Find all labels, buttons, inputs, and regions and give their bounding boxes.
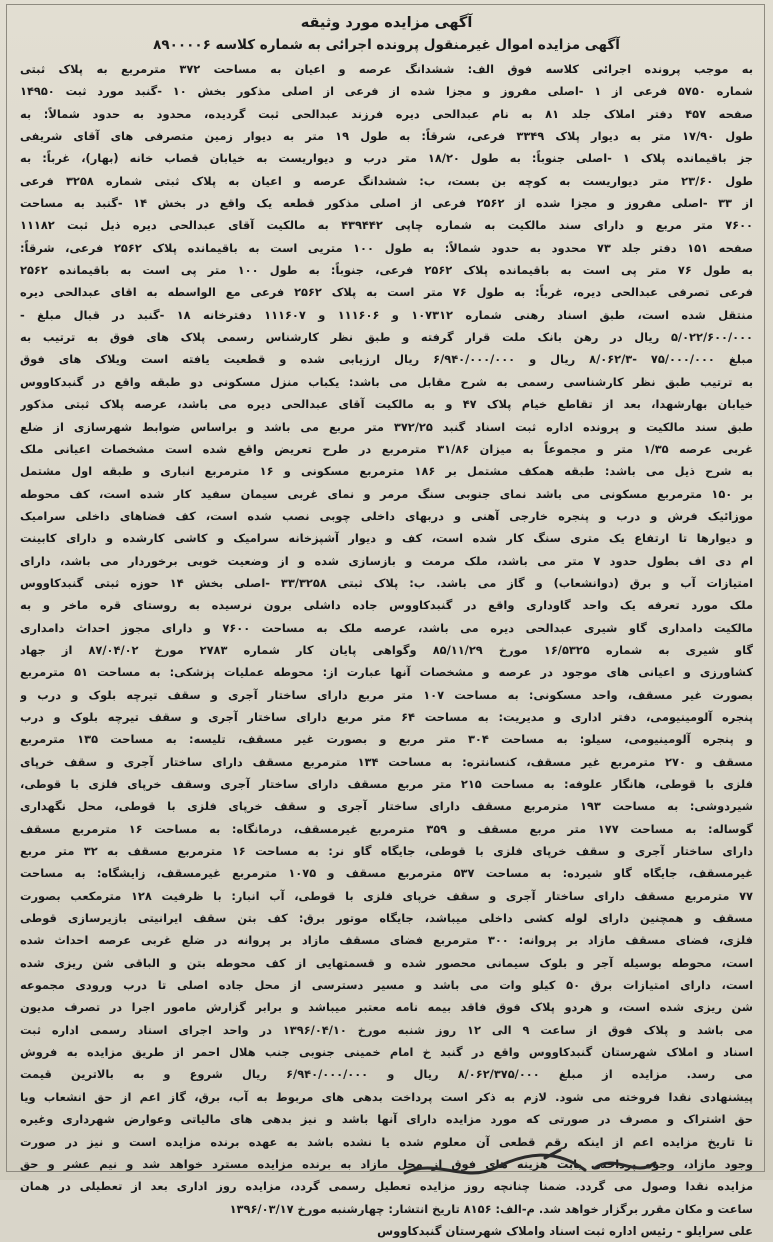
notice-line: ملک مورد تعرفه یک واحد گاوداری واقع در گنبدکاووس جاده داشلی برون نرسیده به روستای قره ماخر و به (20, 598, 753, 613)
notice-line: می باشد و پلاک فوق از ساعت ۹ الی ۱۲ روز شنبه مورخ ۱۳۹۶/۰۴/۱۰ در واحد اجرای اسناد رسمی اداره ثبت (20, 1022, 753, 1037)
notice-line: کشاورزی و اعیانی های موجود در عرصه و مشخصات آنها عبارت از: محوطه عملیات پزشکی: به مساحت ۵۱ مترمربع (20, 665, 753, 680)
notice-text (20, 58, 753, 1220)
notice-body (20, 12, 753, 1238)
notice-line: طول ۱۷/۹۰ متر به دیوار پلاک ۳۳۴۹ فرعی، شرقاً: به طول ۱۹ متر به دیوار زمین متصرفی های آقای شریفی (20, 129, 753, 144)
notice-line: مسقف و همچنین دارای لوله کشی داخلی میباشد، جایگاه موتور برق: کف بتن سقف ایرانیتی بازیرسازی قوطی (20, 911, 753, 926)
notice-line: موزائیک فرش و درب و پنجره خارجی آهنی و دربهای داخلی چوبی نصب شده است، کف فضاهای داخلی سرامیک (20, 508, 753, 523)
notice-line: است، محوطه بوسیله آجر و بلوک سیمانی محصور شده و قسمتهایی از کف محوطه بتن و الباقی شن ریزی شده (20, 955, 753, 970)
notice-line: صفحه ۱۵۱ دفتر جلد ۷۳ محدود به حدود شمالاً: به طول ۱۰۰ متریی است به باقیمانده پلاک ۲۵۶۲ فرعی، شرقاً: (20, 240, 753, 255)
notice-line: غیرمسقف، جایگاه گاو شیرده: به مساحت ۵۳۷ مترمربع مسقف و ۱۰۷۵ مترمربع غیرمسقف، زایشگاه: به مساحت (20, 866, 753, 881)
notice-line: اسناد و املاک شهرستان گنبدکاووس واقع در گنبد خ امام خمینی جنوبی جنب هلال احمر از طریق مزایده به فروش (20, 1045, 753, 1060)
notice-line: ۷۶۰۰ متر مربع و دارای سند مالکیت به شماره چاپی ۴۳۹۴۴۲ به مالکیت آقای عبدالحی دیره ذیل ثبت ۱۱۱۸۲ (20, 218, 753, 233)
notice-line: منتقل شده است، طبق اسناد رهنی شماره ۱۰۷۳۱۲ و ۱۱۱۶۰۶ و ۱۱۱۶۰۷ دفترخانه ۱۸ -گنبد در قبال مبلغ - (20, 307, 753, 322)
notice-line: خیابان بهارشهدا، بعد از تقاطع خیام پلاک ۴۷ و به مالکیت آقای عبدالحی دیره می باشد، عرصه پلاک ثبتی مذکور (20, 397, 753, 412)
notice-line: فرعی تصرفی عبدالحی دیره، غرباً: به طول ۷۶ متر است به پلاک ۲۵۶۲ فرعی مع الواسطه به اقای عبدالحی دیره (20, 285, 753, 300)
notice-line: می رسد. مزایده از مبلغ ۸/۰۶۲/۳۷۵/۰۰۰ ریال و ۶/۹۴۰/۰۰۰/۰۰۰ ریال شروع و به بالاترین قیمت (20, 1067, 753, 1082)
notice-line: بر ۱۵۰ مترمربع مسکونی می باشد نمای جنوبی سنگ مرمر و نمای غربی سیمان سفید کار شده است، کف محوطه (20, 486, 753, 501)
notice-line: شماره ۵۷۵۰ فرعی از ۱ -اصلی مفروز و مجزا شده از فرعی از اصلی مذکور بخش ۱۰ -گنبد مورد ثبت ۱۴۹۵۰ (20, 84, 753, 99)
notice-line: مسقف و ۲۷۰ مترمربع غیر مسقف، کنسانتره: به مساحت ۱۳۴ مترمربع مسقف دارای ساختار آجری و سقف خرپای (20, 754, 753, 769)
notice-line: وجود مازاد، وجوه پرداختی بابت هزینه های فوق از محل مازاد به برنده مزایده مسترد خواهد شد و نیم عشر و حق (20, 1156, 753, 1171)
notice-line: به موجب پرونده اجرائی کلاسه فوق الف: ششدانگ عرصه و اعیان به مساحت ۳۷۲ مترمربع به پلاک ثبتی (20, 62, 753, 76)
notice-line: تا تاریخ مزایده اعم از اینکه رقم قطعی آن معلوم شده یا نشده باشد به عهده برنده مزایده است و نیز در صورت (20, 1134, 753, 1149)
notice-line: ام دی اف بطول حدود ۷ متر می باشد، ملک مرمت و بازسازی شده و از وضعیت خوبی برخوردار می باشد، دارای (20, 553, 753, 568)
notice-line: طبق سند مالکیت و پرونده اداره ثبت اسناد گنبد ۳۷۲/۲۵ متر مربع می باشد و براساس ضوابط شهرسازی از ضلع (20, 419, 753, 434)
notice-line: مزایده نقدا وصول می گردد. ضمنا چنانچه روز مزایده تعطیل رسمی گردد، مزایده روز اداری بعد از تعطیلی در همان (20, 1179, 753, 1194)
notice-line: و پنجره آلومینیومی، سیلو: به مساحت ۳۰۴ متر مربع و بصورت غیر مسقف، تلیسه: به مساحت ۱۳۵ مترمربع (20, 732, 753, 747)
notice-line: گاو شیری به شماره ۱۶/۵۳۲۵ مورخ ۸۵/۱۱/۲۹ وگواهی پایان کار شماره ۲۷۸۳ مورخ ۸۷/۰۴/۰۲ از جهاد (20, 642, 753, 657)
notice-line: مبلغ ۷۵/۰۰۰/۰۰۰ -۸/۰۶۲/۳ ریال و ۶/۹۴۰/۰۰۰/۰۰۰ ریال ارزیابی شده و قطعیت یافته است ویلاک های فوق (20, 352, 753, 367)
notice-line: است، دارای امتیازات برق ۵۰ کیلو وات می باشد و مسیر دسترسی از محل جاده اصلی تا درب ورودی مجموعه (20, 978, 753, 993)
notice-line: دارای ساختار آجری و سقف خرپای فلزی با قوطی، جایگاه گاو نر: به مساحت ۱۶ مترمربع مسقف به ۳۲ متر مربع (20, 844, 753, 859)
notice-line: شیردوشی: به مساحت ۱۹۳ مترمربع مسقف دارای ساختار آجری و سقف خرپای فلزی با قوطی، محل نگهداری (20, 799, 753, 814)
notice-line: به شرح ذیل می باشد: طبقه همکف مشتمل بر ۱۸۶ مترمربع مسکونی و ۱۶ مترمربع انباری و طبقه اول مشتمل (20, 464, 753, 479)
notice-line: فلزی با قوطی، هانگار علوفه: به مساحت ۲۱۵ متر مربع مسقف دارای ساختار آجری وسقف خرپای فلزی با قوطی، (20, 777, 753, 791)
notice-line: طول ۲۳/۶۰ متر دیواریست به کوچه بن بست، ب: ششدانگ عرصه و اعیان به پلاک ثبتی شماره ۳۲۵۸ فرعی (20, 173, 753, 188)
notice-line: صفحه ۴۵۷ دفتر املاک جلد ۸۱ به نام عبدالحی دیره فرزند عبدالحی ثبت گردیده، محدود به حدود شمالاً: به (20, 106, 753, 121)
notice-line: غربی عرصه ۱/۳۵ متر و مجموعاً به میزان ۳۱/۸۶ مترمربع در طرح تعریض واقع شده است مشخصات اعیانی ملک (20, 441, 753, 456)
notice-line: گوساله: به مساحت ۱۷۷ متر مربع مسقف و ۳۵۹ مترمربع غیرمسقف، درمانگاه: به مساحت ۱۶ مترمربع مسقف (20, 821, 753, 836)
notice-line: جز باقیمانده پلاک ۱ -اصلی جنوباً: به طول ۱۸/۲۰ متر درب و دیواریست به خیابان قصاب خانه (بهار)، غرباً: به (20, 151, 753, 166)
notice-line: به طول ۷۶ متر پی است به باقیمانده پلاک ۲۵۶۲ فرعی، جنوباً: به طول ۱۰۰ متر پی است به باقیمانده ۲۵۶۲ (20, 263, 753, 278)
notice-line: پیشنهادی نقدا فروخته می شود. لازم به ذکر است پرداخت بدهی های مربوط به آب، برق، گاز اعم از حق انشعاب ویا (20, 1089, 753, 1104)
notice-line: پنجره آلومینیومی، دفتر اداری و مدیریت: به مساحت ۶۴ متر مربع دارای ساختار آجری و سقف تیرچه بلوک و درب (20, 709, 753, 724)
notice-line: ساعت و مکان مقرر برگزار خواهد شد. م-الف: ۸۱۵۶ تاریخ انتشار: چهارشنبه مورخ ۱۳۹۶/۰۳/۱۷ (229, 1201, 753, 1216)
notice-subtitle: آگهی مزایده اموال غیرمنقول پرونده اجرائی به شماره کلاسه ۸۹۰۰۰۰۶ (153, 37, 620, 53)
notice-line: ۷۷ مترمربع مسقف دارای ساختار آجری و سقف خرپای فلزی با قوطی، آب انبار: با ظرفیت ۱۲۸ مترمکعب بصورت (20, 888, 753, 903)
notice-line: ۵/۰۲۲/۶۰۰/۰۰۰ ریال در رهن بانک ملت قرار گرفته و طبق نظر کارشناس رسمی پلاک های فوق به ترتیب به (20, 330, 753, 345)
signature: علی سرایلو - رئیس اداره ثبت اسناد واملاک شهرستان گنبدکاووس (377, 1223, 753, 1238)
handwritten-scribble (395, 1138, 695, 1188)
notice-line: مالکیت دامداری گاو شیری عبدالحی دیره می باشد، عرصه ملک به مساحت ۷۶۰۰ و دارای مجوز احداث دامداری (20, 620, 753, 635)
notice-line: شن ریزی شده است، و هردو پلاک فوق فاقد بیمه نامه معتبر میباشد و برابر گزارش مامور اجرا در تصرف مدیون (20, 1000, 753, 1015)
notice-line: به ترتیب طبق نظر کارشناسی رسمی به شرح مقابل می باشد: یکباب منزل مسکونی دو طبقه واقع در گنبدکاووس (20, 374, 753, 389)
notice-line: بصورت غیر مسقف، واحد مسکونی: به مساحت ۱۰۷ متر مربع دارای ساختار آجری و سقف تیرچه بلوک و درب و (20, 687, 753, 702)
notice-line: از ۳۳ -اصلی مفروز و مجزا شده از ۲۵۶۲ فرعی از اصلی مذکور قطعه یک واقع در بخش ۱۴ -گنبد به مساحت (20, 196, 753, 211)
notice-line: و دیوارها تا ارتفاع یک متری سنگ کار شده است، کف و دیوار آشپزخانه سرامیک و کاشی کارشده و دارای کابینت (20, 531, 753, 546)
notice-line: امتیازات آب و برق (دوانشعاب) و گاز می باشد. ب: پلاک ثبتی ۳۳/۳۲۵۸ -اصلی بخش ۱۴ حوزه ثبتی گنبدکاووس (20, 575, 753, 590)
notice-title: آگهی مزایده مورد وثیقه (300, 15, 473, 31)
notice-line: حق اشتراک و مصرف در صورتی که مورد مزایده دارای آنها باشد و نیز بدهی های مالیاتی وعوارض شهرداری وغیره (20, 1112, 753, 1127)
notice-line: فلزی، فضای مسقف مازاد بر پروانه: ۳۰۰ مترمربع فضای مسقف مازاد بر پروانه در ضلع غربی عرصه احداث شده (20, 933, 753, 948)
